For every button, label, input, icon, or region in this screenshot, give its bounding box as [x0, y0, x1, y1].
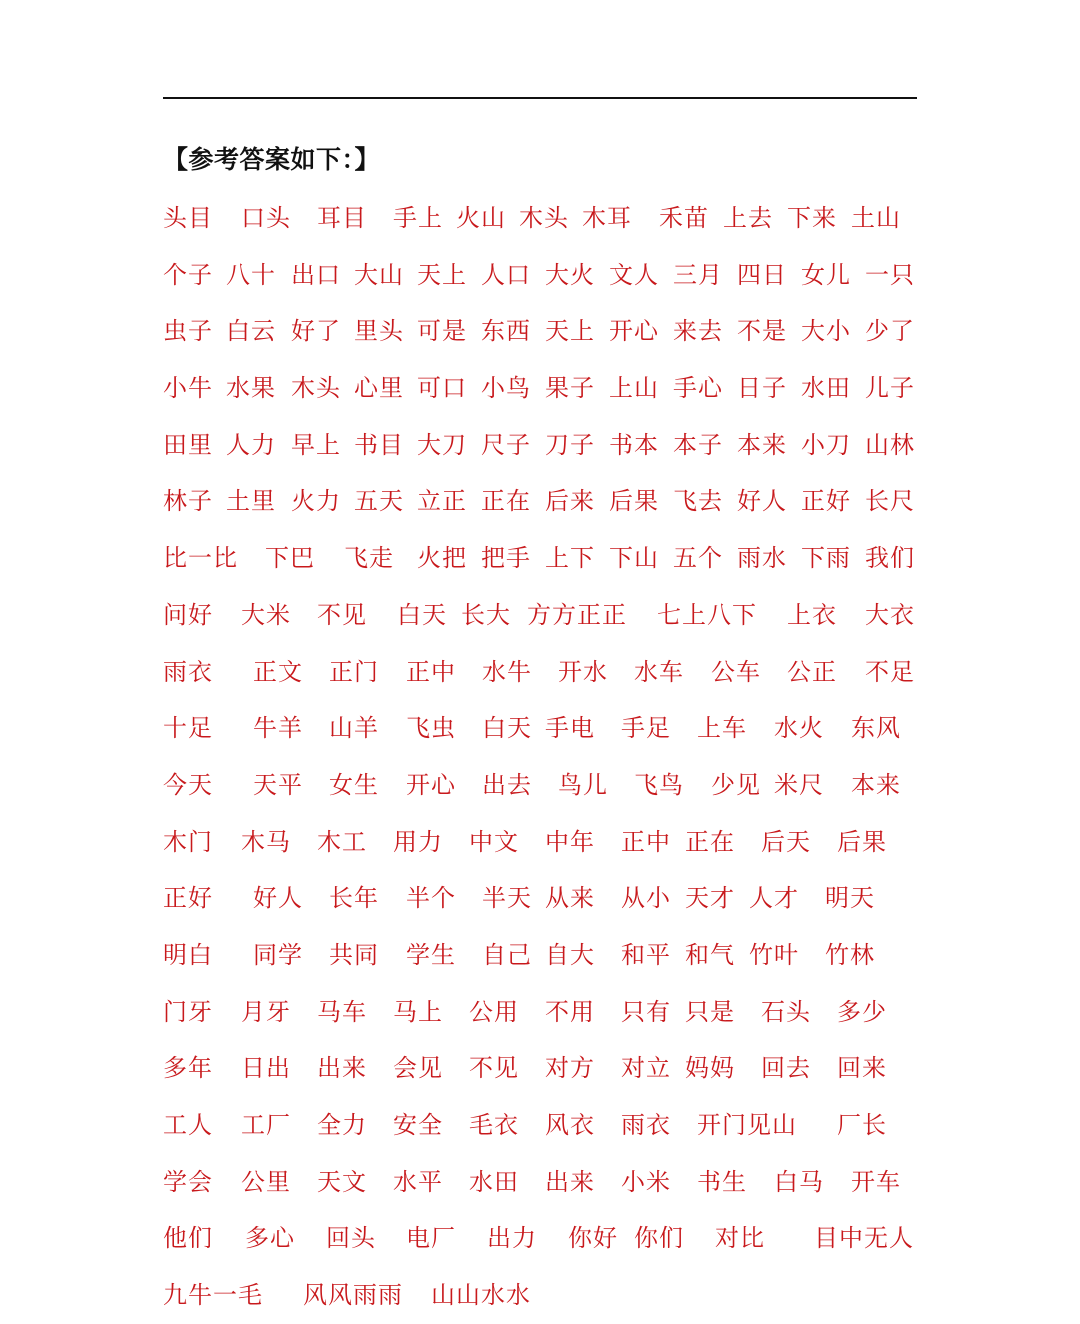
answer-word: 人口: [481, 260, 531, 289]
answer-word: 女生: [329, 770, 379, 799]
answer-word: 只有: [621, 997, 671, 1026]
answer-word: 不足: [865, 657, 915, 686]
answer-row: [163, 190, 923, 247]
answer-word: 刀子: [545, 430, 595, 459]
answer-word: 电厂: [406, 1224, 456, 1253]
answer-word: 和气: [685, 940, 735, 969]
answer-word: 出口: [291, 260, 341, 289]
answer-word: 开心: [406, 770, 456, 799]
answer-word: 雨衣: [621, 1111, 671, 1139]
answer-word: 山林: [865, 430, 915, 459]
answer-word: 禾苗: [659, 204, 709, 232]
answer-row: [163, 473, 923, 530]
answer-word: 飞走: [344, 544, 394, 573]
answer-word: 人力: [226, 430, 276, 459]
answer-row: [163, 984, 923, 1041]
answer-word: 大小: [801, 317, 851, 346]
answer-list: [163, 190, 923, 1324]
answer-word: 公正: [787, 657, 837, 686]
answer-word: 东西: [481, 317, 531, 346]
answer-word: 飞去: [673, 487, 723, 516]
answer-word: 上下: [545, 544, 595, 573]
answer-word: 儿子: [865, 374, 915, 403]
answer-word: 不是: [737, 317, 787, 346]
answer-word: 小米: [621, 1167, 671, 1196]
answer-word: 好人: [737, 487, 787, 516]
answer-word: 正好: [801, 487, 851, 516]
answer-word: 头目: [163, 204, 213, 232]
answer-word: 目中无人: [814, 1224, 914, 1253]
answer-word: 对比: [715, 1224, 765, 1253]
answer-word: 正在: [481, 487, 531, 516]
answer-word: 正好: [163, 884, 213, 913]
answer-word: 牛羊: [253, 714, 303, 743]
answer-word: 上车: [697, 714, 747, 743]
answer-word: 下雨: [801, 544, 851, 573]
answer-row: [163, 587, 923, 644]
answer-row: [163, 927, 923, 984]
answer-word: 不用: [545, 997, 595, 1026]
answer-word: 和平: [621, 940, 671, 969]
answer-word: 人才: [749, 884, 799, 913]
answer-word: 可口: [417, 374, 467, 403]
answer-word: 五个: [673, 544, 723, 573]
answer-word: 后果: [609, 487, 659, 516]
answer-word: 水火: [774, 714, 824, 743]
answer-word: 天才: [685, 884, 735, 913]
answer-word: 水车: [634, 657, 684, 686]
answer-word: 虫子: [163, 317, 213, 346]
answer-word: 厂长: [837, 1111, 887, 1139]
answer-word: 开水: [558, 657, 608, 686]
answer-word: 三月: [673, 260, 723, 289]
answer-word: 上去: [723, 204, 773, 232]
answer-row: [163, 700, 923, 757]
answer-word: 飞虫: [406, 714, 456, 743]
answer-word: 出力: [487, 1224, 537, 1253]
answer-word: 个子: [163, 260, 213, 289]
answer-word: 少见: [711, 770, 761, 799]
answer-word: 竹林: [825, 940, 875, 969]
answer-word: 天上: [417, 260, 467, 289]
answer-row: [163, 814, 923, 871]
answer-word: 下巴: [265, 544, 315, 573]
answer-word: 门牙: [163, 997, 213, 1026]
answer-word: 回来: [837, 1054, 887, 1083]
answer-word: 五天: [354, 487, 404, 516]
answer-word: 口头: [241, 204, 291, 232]
answer-word: 火力: [291, 487, 341, 516]
answer-word: 上衣: [787, 600, 837, 629]
answer-word: 对方: [545, 1054, 595, 1083]
answer-word: 山羊: [329, 714, 379, 743]
answer-word: 比一比: [163, 544, 238, 573]
answer-word: 手足: [621, 714, 671, 743]
answer-word: 九牛一毛: [163, 1281, 263, 1310]
answer-word: 书生: [697, 1167, 747, 1196]
answer-word: 一只: [865, 260, 915, 289]
answer-word: 半天: [482, 884, 532, 913]
answer-word: 他们: [163, 1224, 213, 1253]
answer-word: 公里: [241, 1167, 291, 1196]
answer-word: 公车: [711, 657, 761, 686]
answer-row: [163, 1267, 923, 1324]
answer-word: 飞鸟: [634, 770, 684, 799]
answer-word: 水果: [226, 374, 276, 403]
answer-word: 白云: [226, 317, 276, 346]
answer-word: 毛衣: [469, 1111, 519, 1139]
answer-row: [163, 1210, 923, 1267]
answer-word: 土山: [851, 204, 901, 232]
answer-word: 从来: [545, 884, 595, 913]
answer-word: 火把: [417, 544, 467, 573]
answer-word: 大米: [241, 600, 291, 629]
answer-word: 同学: [253, 940, 303, 969]
answer-word: 会见: [393, 1054, 443, 1083]
answer-word: 对立: [621, 1054, 671, 1083]
answer-word: 出去: [482, 770, 532, 799]
answer-word: 鸟儿: [558, 770, 608, 799]
answer-word: 正中: [406, 657, 456, 686]
answer-word: 长年: [329, 884, 379, 913]
answer-word: 开门见山: [697, 1111, 797, 1139]
answer-word: 木耳: [582, 204, 632, 232]
answer-word: 大火: [545, 260, 595, 289]
answer-word: 好人: [253, 884, 303, 913]
answer-word: 安全: [393, 1111, 443, 1139]
answer-word: 木马: [241, 827, 291, 856]
answer-word: 问好: [163, 600, 213, 629]
answer-word: 后果: [837, 827, 887, 856]
answer-word: 不见: [317, 600, 367, 629]
answer-word: 从小: [621, 884, 671, 913]
answer-row: [163, 1097, 923, 1154]
answer-word: 日出: [241, 1054, 291, 1083]
answer-word: 小鸟: [481, 374, 531, 403]
answer-word: 上山: [609, 374, 659, 403]
answer-word: 耳目: [317, 204, 367, 232]
answer-word: 马上: [393, 997, 443, 1026]
answer-word: 开心: [609, 317, 659, 346]
answer-word: 方方正正: [527, 600, 627, 629]
answer-row: [163, 757, 923, 814]
answer-row: [163, 360, 923, 417]
answer-word: 可是: [417, 317, 467, 346]
answer-word: 中年: [545, 827, 595, 856]
answer-word: 女儿: [801, 260, 851, 289]
answer-word: 白天: [397, 600, 447, 629]
answer-word: 雨水: [737, 544, 787, 573]
answer-word: 长尺: [865, 487, 915, 516]
answer-word: 出来: [545, 1167, 595, 1196]
answer-word: 多年: [163, 1054, 213, 1083]
answer-word: 手电: [545, 714, 595, 743]
answer-word: 工厂: [241, 1111, 291, 1139]
answer-word: 天上: [545, 317, 595, 346]
answer-row: [163, 530, 923, 587]
answer-word: 好了: [291, 317, 341, 346]
answer-word: 里头: [354, 317, 404, 346]
answer-word: 学会: [163, 1167, 213, 1196]
answer-word: 你好: [568, 1224, 618, 1253]
answer-row: [163, 1154, 923, 1211]
answer-word: 水平: [393, 1167, 443, 1196]
answer-word: 石头: [761, 997, 811, 1026]
answer-word: 下山: [609, 544, 659, 573]
answer-word: 雨衣: [163, 657, 213, 686]
answer-word: 妈妈: [685, 1054, 735, 1083]
answer-word: 白天: [482, 714, 532, 743]
answer-word: 正门: [329, 657, 379, 686]
answer-word: 尺子: [481, 430, 531, 459]
answer-word: 风风雨雨: [303, 1281, 403, 1310]
answer-word: 白马: [774, 1167, 824, 1196]
answer-word: 木工: [317, 827, 367, 856]
answer-word: 下来: [787, 204, 837, 232]
answer-word: 回头: [326, 1224, 376, 1253]
answer-word: 用力: [393, 827, 443, 856]
separator-line: [163, 97, 917, 99]
answer-word: 月牙: [241, 997, 291, 1026]
answer-word: 山山水水: [431, 1281, 531, 1310]
answer-word: 七上八下: [657, 600, 757, 629]
answer-word: 自己: [482, 940, 532, 969]
answer-word: 早上: [291, 430, 341, 459]
answer-word: 天平: [253, 770, 303, 799]
answer-word: 文人: [609, 260, 659, 289]
answer-word: 天文: [317, 1167, 367, 1196]
answer-word: 手心: [673, 374, 723, 403]
answer-word: 你们: [634, 1224, 684, 1253]
answer-word: 大山: [354, 260, 404, 289]
answer-word: 明天: [825, 884, 875, 913]
answer-word: 公用: [469, 997, 519, 1026]
answer-word: 只是: [685, 997, 735, 1026]
answer-word: 把手: [481, 544, 531, 573]
answer-word: 林子: [163, 487, 213, 516]
answer-word: 立正: [417, 487, 467, 516]
answer-word: 四日: [737, 260, 787, 289]
answer-word: 田里: [163, 430, 213, 459]
answer-word: 果子: [545, 374, 595, 403]
answer-word: 工人: [163, 1111, 213, 1139]
answer-word: 木头: [291, 374, 341, 403]
answer-word: 东风: [851, 714, 901, 743]
answer-word: 正文: [253, 657, 303, 686]
answer-word: 本来: [851, 770, 901, 799]
answer-word: 不见: [469, 1054, 519, 1083]
answer-row: [163, 1040, 923, 1097]
answer-word: 水牛: [482, 657, 532, 686]
answer-word: 手上: [393, 204, 443, 232]
answer-word: 竹叶: [749, 940, 799, 969]
answer-word: 日子: [737, 374, 787, 403]
answer-word: 多少: [837, 997, 887, 1026]
answer-word: 风衣: [545, 1111, 595, 1139]
answer-word: 土里: [226, 487, 276, 516]
answer-word: 长大: [461, 600, 511, 629]
answer-word: 本来: [737, 430, 787, 459]
answer-word: 共同: [329, 940, 379, 969]
answer-word: 多心: [245, 1224, 295, 1253]
answer-word: 正在: [685, 827, 735, 856]
answer-word: 半个: [406, 884, 456, 913]
answer-word: 中文: [469, 827, 519, 856]
answer-word: 大刀: [417, 430, 467, 459]
answer-word: 米尺: [774, 770, 824, 799]
answer-word: 后来: [545, 487, 595, 516]
answer-word: 来去: [673, 317, 723, 346]
answer-word: 大衣: [865, 600, 915, 629]
answer-row: [163, 247, 923, 304]
answer-row: [163, 417, 923, 474]
answer-word: 回去: [761, 1054, 811, 1083]
answer-word: 正中: [621, 827, 671, 856]
answer-word: 少了: [865, 317, 915, 346]
answer-word: 书目: [354, 430, 404, 459]
answer-word: 今天: [163, 770, 213, 799]
answer-row: [163, 870, 923, 927]
answer-word: 木门: [163, 827, 213, 856]
answer-word: 书本: [609, 430, 659, 459]
answer-word: 八十: [226, 260, 276, 289]
answer-word: 心里: [354, 374, 404, 403]
answer-word: 明白: [163, 940, 213, 969]
answer-word: 马车: [317, 997, 367, 1026]
answer-word: 水田: [801, 374, 851, 403]
answer-row: [163, 303, 923, 360]
answer-word: 火山: [456, 204, 506, 232]
answer-word: 木头: [519, 204, 569, 232]
answer-row: [163, 644, 923, 701]
answer-word: 开车: [851, 1167, 901, 1196]
answer-word: 小刀: [801, 430, 851, 459]
answer-word: 十足: [163, 714, 213, 743]
answers-heading: 【参考答案如下：】: [163, 145, 381, 174]
answer-word: 自大: [545, 940, 595, 969]
answer-word: 本子: [673, 430, 723, 459]
answer-word: 出来: [317, 1054, 367, 1083]
answer-word: 水田: [469, 1167, 519, 1196]
answer-word: 学生: [406, 940, 456, 969]
answer-word: 小牛: [163, 374, 213, 403]
answer-word: 全力: [317, 1111, 367, 1139]
answer-word: 后天: [761, 827, 811, 856]
answer-word: 我们: [865, 544, 915, 573]
